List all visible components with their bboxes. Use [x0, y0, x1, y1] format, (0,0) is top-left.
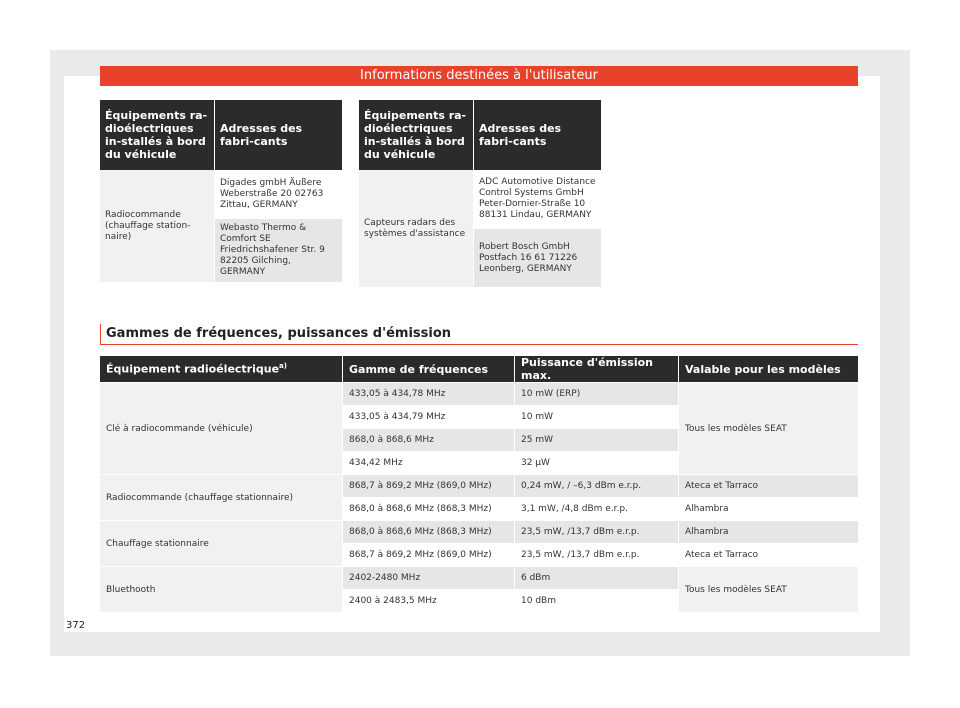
range-cell: 868,0 à 868,6 MHz (868,3 MHz)	[342, 497, 514, 520]
table-row	[100, 474, 858, 497]
table-row	[100, 520, 858, 543]
range-cell: 868,0 à 868,6 MHz	[342, 428, 514, 451]
table-row	[100, 566, 858, 589]
range-cell: 2400 à 2483,5 MHz	[342, 589, 514, 612]
address-cell: Webasto Thermo & Comfort SE Friedrichshafener Str. 9 82205 Gilching, GERMANY	[214, 218, 342, 282]
address-cell: ADC Automotive Distance Control Systems GmbH Peter-Dornier-Straße 10 88131 Lindau, GERMANY	[473, 170, 601, 228]
power-cell: 0,24 mW, / –6,3 dBm e.r.p.	[514, 474, 678, 497]
range-cell: 868,7 à 869,2 MHz (869,0 MHz)	[342, 543, 514, 566]
col-header-equipment: Équipements ra-dioélectriques in-stallés à bord du véhicule	[359, 100, 473, 170]
models-cell: Ateca et Tarraco	[678, 474, 858, 497]
device-cell: Chauffage stationnaire	[100, 520, 342, 566]
power-cell: 25 mW	[514, 428, 678, 451]
col-header-device: Équipement radioélectrique$^{a)}$	[100, 356, 342, 382]
models-cell: Alhambra	[678, 497, 858, 520]
page-number: 372	[66, 620, 86, 631]
models-cell: Tous les modèles SEAT	[678, 382, 858, 474]
models-cell: Tous les modèles SEAT	[678, 566, 858, 612]
col-header-addresses: Adresses des fabri-cants	[473, 100, 601, 170]
frequency-table	[100, 356, 858, 612]
col-header-models: Valable pour les modèles	[678, 356, 858, 382]
equipment-cell: Radiocommande (chauffage station-naire)	[100, 170, 214, 282]
range-cell: 2402-2480 MHz	[342, 566, 514, 589]
device-cell: Bluethooth	[100, 566, 342, 612]
table-row	[100, 382, 858, 405]
power-cell: 10 mW	[514, 405, 678, 428]
range-cell: 434,42 MHz	[342, 451, 514, 474]
range-cell: 868,7 à 869,2 MHz (869,0 MHz)	[342, 474, 514, 497]
power-cell: 10 mW (ERP)	[514, 382, 678, 405]
range-cell: 433,05 à 434,79 MHz	[342, 405, 514, 428]
device-cell: Radiocommande (chauffage stationnaire)	[100, 474, 342, 520]
models-cell: Ateca et Tarraco	[678, 543, 858, 566]
power-cell: 32 µW	[514, 451, 678, 474]
col-header-power: Puissance d'émission max.	[514, 356, 678, 382]
equipment-cell: Capteurs radars des systèmes d'assistance	[359, 170, 473, 287]
power-cell: 3,1 mW, /4,8 dBm e.r.p.	[514, 497, 678, 520]
col-header-equipment: Équipements ra-dioélectriques in-stallés à bord du véhicule	[100, 100, 214, 170]
page-header: Informations destinées à l'utilisateur	[100, 66, 858, 86]
col-header-addresses: Adresses des fabri-cants	[214, 100, 342, 170]
range-cell: 868,0 à 868,6 MHz (868,3 MHz)	[342, 520, 514, 543]
range-cell: 433,05 à 434,78 MHz	[342, 382, 514, 405]
manufacturers-table-right	[359, 100, 601, 287]
col-header-range: Gamme de fréquences	[342, 356, 514, 382]
manufacturers-table-left	[100, 100, 342, 282]
power-cell: 6 dBm	[514, 566, 678, 589]
models-cell: Alhambra	[678, 520, 858, 543]
power-cell: 23,5 mW, /13,7 dBm e.r.p.	[514, 543, 678, 566]
address-cell: Robert Bosch GmbH Postfach 16 61 71226 Leonberg, GERMANY	[473, 228, 601, 287]
address-cell: Digades gmbH Äußere Weberstraße 20 02763 Zittau, GERMANY	[214, 170, 342, 218]
power-cell: 10 dBm	[514, 589, 678, 612]
section-rule	[100, 344, 858, 345]
power-cell: 23,5 mW, /13,7 dBm e.r.p.	[514, 520, 678, 543]
section-title: Gammes de fréquences, puissances d'émission	[106, 326, 452, 341]
device-cell: Clé à radiocommande (véhicule)	[100, 382, 342, 474]
